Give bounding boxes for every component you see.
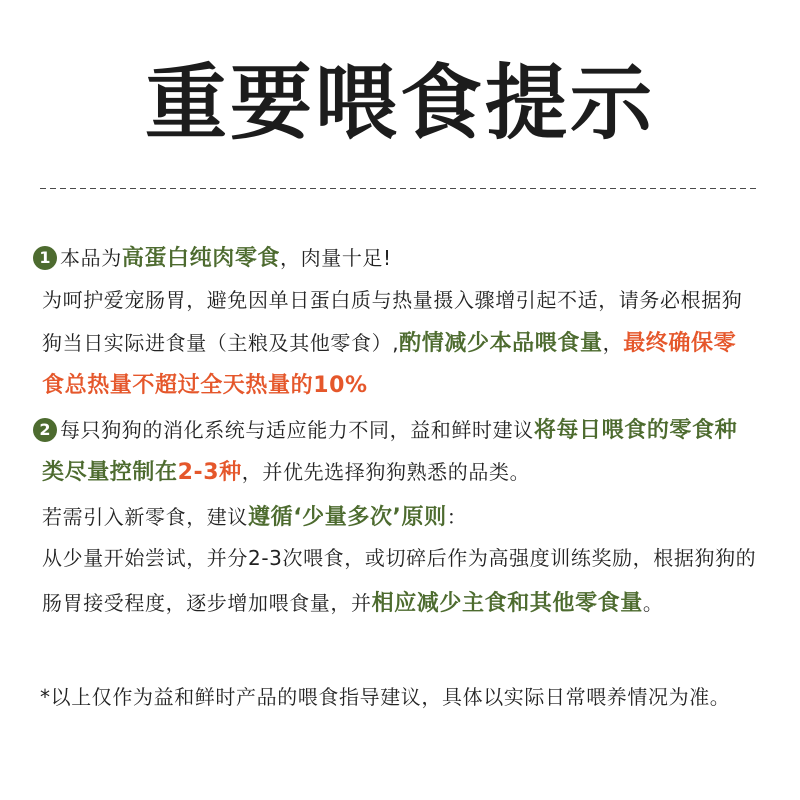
highlight-green: 相应减少主食和其他零食量: [371, 591, 643, 616]
text-segment: 为呵护爱宠肠胃，避免因单日蛋白质与热量摄入骤增引起不适，请务必根据狗: [42, 288, 743, 312]
text-segment: ，并优先选择狗狗熟悉的品类。: [241, 460, 531, 484]
guide-line-1: [42, 497, 467, 537]
tip-2-line-1: [60, 410, 737, 450]
guide-line-3: [42, 583, 663, 623]
dashed-divider: [40, 188, 758, 189]
text-segment: 每只狗狗的消化系统与适应能力不同，益和鲜时建议: [60, 418, 534, 442]
text-segment: ：: [446, 505, 468, 529]
guide-line-2: [42, 538, 756, 578]
highlight-green: 高蛋白纯肉零食: [121, 246, 281, 271]
tip-2-line-2: [42, 452, 530, 492]
text-segment: 若需引入新零食，建议: [42, 505, 248, 529]
tip-1-line-4: [42, 365, 368, 405]
highlight-green: 酌情减少本品喂食量: [399, 331, 603, 356]
tip-1-number-badge: 1: [33, 246, 57, 270]
highlight-orange: 食总热量不超过全天热量的10%: [42, 373, 368, 398]
highlight-green: 将每日喂食的零食种: [533, 418, 738, 443]
highlight-orange: 最终确保零: [623, 331, 737, 356]
text-segment: 本品为: [60, 246, 122, 270]
highlight-green: 类尽量控制在: [42, 460, 178, 485]
tip-2-number-badge: 2: [33, 418, 57, 442]
page-title: 重要喂食提示: [144, 56, 655, 151]
highlight-orange: 2-3种: [177, 460, 242, 485]
tip-1-line-2: [42, 280, 742, 320]
text-segment: ，肉量十足!: [280, 246, 392, 270]
tip-1-line-1: [60, 238, 392, 278]
text-segment: ，: [602, 331, 624, 355]
footnote: *以上仅作为益和鲜时产品的喂食指导建议，具体以实际日常喂养情况为准。: [40, 685, 731, 709]
tip-1-line-3: [42, 323, 736, 363]
text-segment: 。: [642, 591, 664, 615]
text-segment: 肠胃接受程度，逐步增加喂食量，并: [42, 591, 372, 615]
highlight-green: 遵循‘少量多次’原则: [248, 505, 447, 530]
text-segment: 从少量开始尝试，并分2-3次喂食，或切碎后作为高强度训练奖励，根据狗狗的: [42, 546, 757, 570]
text-segment: 狗当日实际进食量（主粮及其他零食）,: [42, 331, 400, 355]
